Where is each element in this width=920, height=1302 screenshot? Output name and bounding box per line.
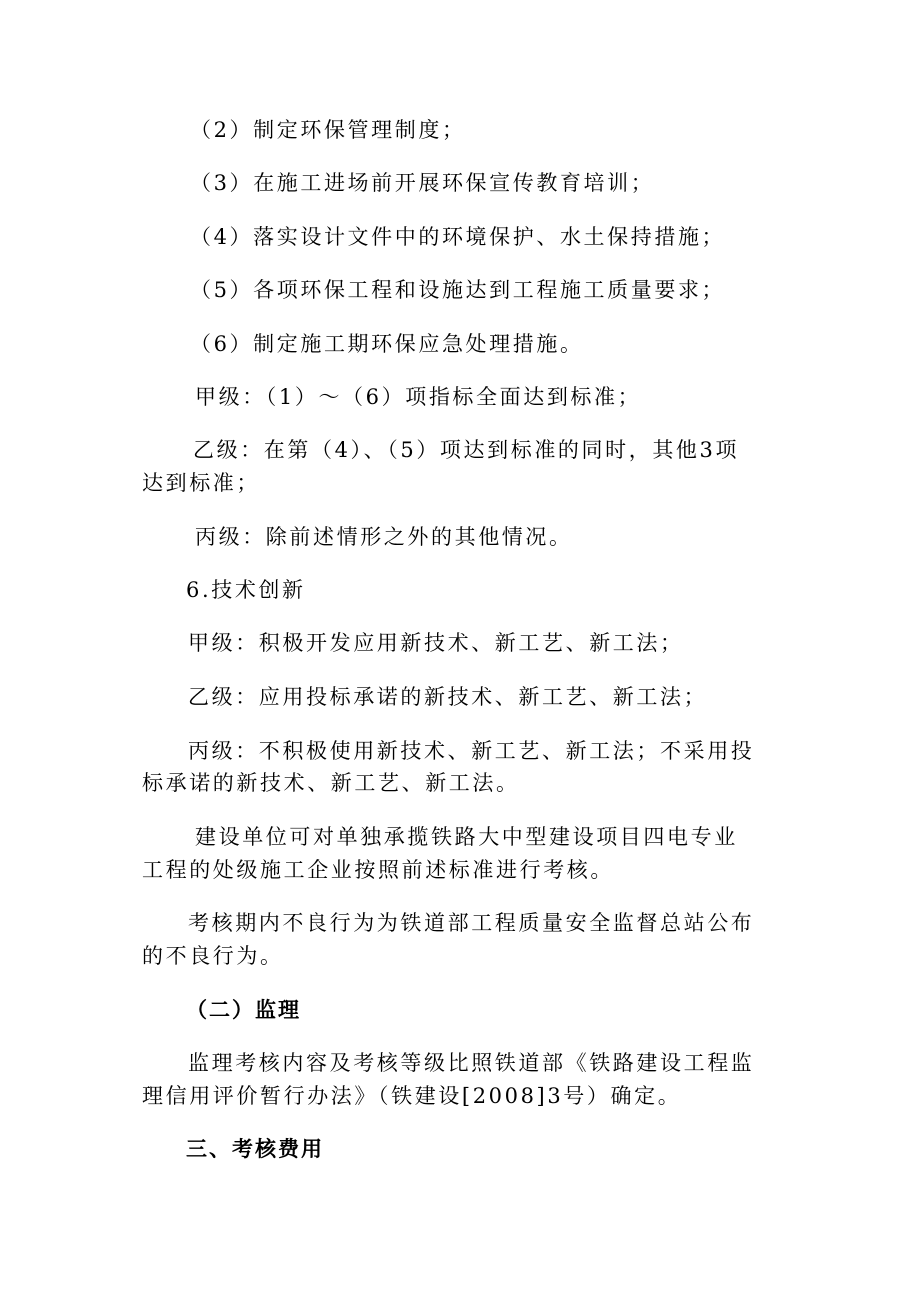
tech-grade-a: 甲级：积极开发应用新技术、新工艺、新工法； xyxy=(188,631,684,655)
env-item-6: （6）制定施工期环保应急处理措施。 xyxy=(190,332,584,356)
env-item-4: （4）落实设计文件中的环境保护、水土保持措施； xyxy=(190,225,726,249)
env-grade-c: 丙级：除前述情形之外的其他情况。 xyxy=(195,525,573,549)
tech-grade-b: 乙级：应用投标承诺的新技术、新工艺、新工法； xyxy=(188,685,708,709)
env-grade-b-line1: 乙级：在第（4）、（5）项达到标准的同时，其他3项 xyxy=(193,438,740,462)
supervision-text-line1: 监理考核内容及考核等级比照铁道部《铁路建设工程监 xyxy=(188,1051,755,1075)
section-assessment-fees-heading: 三、考核费用 xyxy=(186,1137,324,1161)
env-grade-b-line2: 达到标准； xyxy=(142,471,260,495)
tech-grade-c-line1: 丙级：不积极使用新技术、新工艺、新工法；不采用投 xyxy=(188,739,755,763)
tech-grade-c-line2: 标承诺的新技术、新工艺、新工法。 xyxy=(142,771,520,795)
bad-behavior-note-line1: 考核期内不良行为为铁道部工程质量安全监督总站公布 xyxy=(188,911,755,935)
env-item-3: （3）在施工进场前开展环保宣传教育培训； xyxy=(190,171,655,195)
env-grade-a: 甲级：（1）～（6）项指标全面达到标准； xyxy=(195,385,642,409)
bad-behavior-note-line2: 的不良行为。 xyxy=(142,944,284,968)
section-tech-innovation-heading: 6.技术创新 xyxy=(186,578,306,602)
supervision-text-line2: 理信用评价暂行办法》（铁建设[2008]3号）确定。 xyxy=(142,1084,682,1108)
assessment-note-line1: 建设单位可对单独承揽铁路大中型建设项目四电专业 xyxy=(195,825,738,849)
env-item-5: （5）各项环保工程和设施达到工程施工质量要求； xyxy=(190,278,726,302)
env-item-2: （2）制定环保管理制度； xyxy=(190,118,466,142)
assessment-note-line2: 工程的处级施工企业按照前述标准进行考核。 xyxy=(142,858,614,882)
section-supervision-heading: （二）监理 xyxy=(186,998,301,1022)
